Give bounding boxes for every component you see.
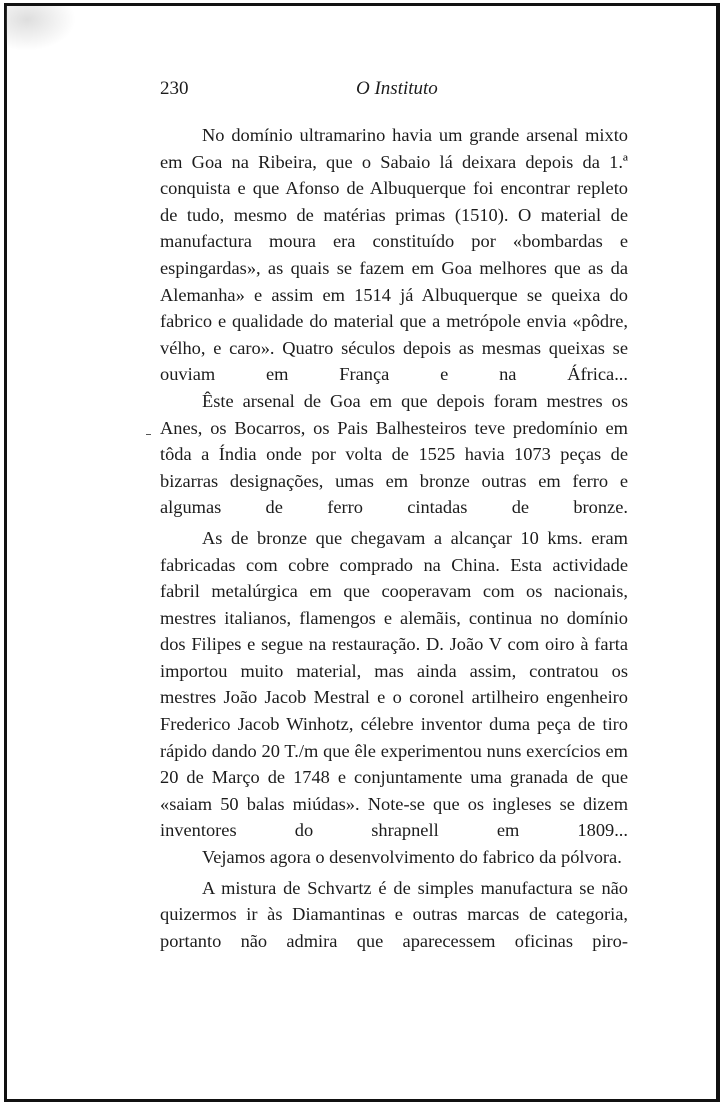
book-page: [160, 70, 628, 954]
journal-title: O Instituto: [356, 78, 438, 99]
scan-smudge: [6, 6, 76, 51]
paragraph-3: As de bronze que chegavam a alcançar 10 kms. eram fabricadas com cobre comprado na China. Esta actividade fabril metalúrgica em que cooperavam com os nacionais, mestres italianos, flamengos e alemãis, continua no domínio dos Filipes e segue na restauração. D. João V com oiro à farta importou muito material, mas ainda assim, contratou os mestres João Jacob Mestral e o coronel artilheiro engenheiro Frederico Jacob Winhotz, célebre inventor duma peça de tiro rápido dando 20 T./m que êle experimentou nuns exercícios em 20 de Março de 1748 e conjuntamente uma granada de que «saiam 50 balas miúdas». Note-se que os ingleses se dizem inventores do shrapnell em 1809...: [160, 527, 628, 841]
paragraph-1: No domínio ultramarino havia um grande arsenal mixto em Goa na Ribeira, que o Sabaio lá deixara depois da 1.ª conquista e que Afonso de Albuquerque foi encontrar repleto de tudo, mesmo de matérias primas (1510). O material de manufactura moura era constituído por «bombardas e espingardas», as quais se fazem em Goa melhores que as da Alemanha» e assim em 1514 já Albuquerque se queixa do fabrico e qualidade do material que a metrópole envia «pôdre, vélho, e caro». Quatro séculos depois as mesmas queixas se ouviam em França e na África...: [160, 125, 628, 385]
page-number: 230: [160, 78, 189, 99]
running-head: [160, 70, 628, 110]
stray-mark: [146, 434, 151, 435]
paragraph-5: A mistura de Schvartz é de simples manufactura se não quizermos ir às Diamantinas e outras marcas de categoria, portanto não admira que aparecessem oficinas piro-: [160, 877, 628, 951]
paragraph-4: Vejamos agora o desenvolvimento do fabrico da pólvora.: [202, 847, 622, 868]
paragraph-2: Êste arsenal de Goa em que depois foram mestres os Anes, os Bocarros, os Pais Balhesteiros teve predomínio em tôda a Índia onde por volta de 1525 havia 1073 peças de bizarras designações, umas em bronze outras em ferro e algumas de ferro cintadas de bronze.: [160, 390, 628, 518]
